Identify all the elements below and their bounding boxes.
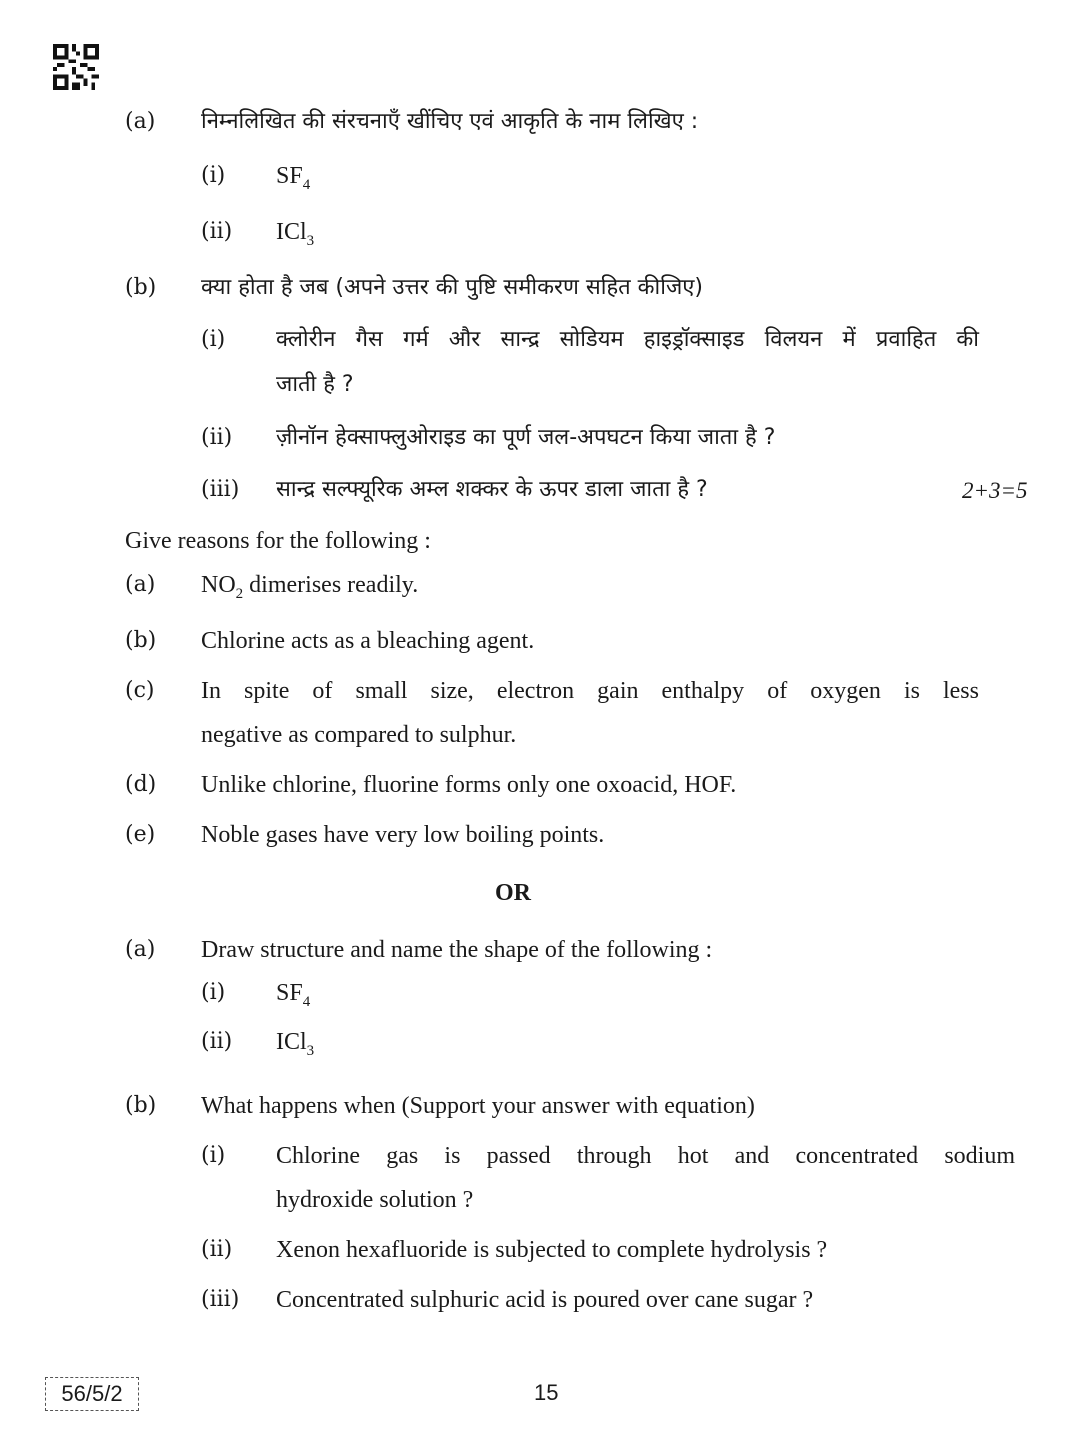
hindi-b-iii-text: सान्द्र सल्फ्यूरिक अम्ल शक्कर के ऊपर डाला जाता है ? xyxy=(276,477,708,502)
reasons-d-label: (d) xyxy=(125,772,157,797)
qr-code xyxy=(52,44,100,90)
hindi-b-ii-text: ज़ीनॉन हेक्साफ्लुओराइड का पूर्ण जल-अपघटन किया जाता है ? xyxy=(276,425,776,450)
reasons-c-line1: In spite of small size, electron gain enthalpy of oxygen is less xyxy=(201,678,979,704)
paper-code: 56/5/2 xyxy=(45,1377,139,1411)
hindi-b-text: क्या होता है जब (अपने उत्तर की पुष्टि समीकरण सहित कीजिए) xyxy=(201,275,704,300)
english-b-ii-text: Xenon hexafluoride is subjected to complete hydrolysis ? xyxy=(276,1237,828,1263)
english-b-iii-text: Concentrated sulphuric acid is poured over cane sugar ? xyxy=(276,1287,814,1313)
marks-allocation: 2+3=5 xyxy=(962,478,1028,503)
english-b-text: What happens when (Support your answer with equation) xyxy=(201,1093,755,1119)
english-b-i-line1: Chlorine gas is passed through hot and concentrated sodium xyxy=(276,1143,1015,1169)
page-number: 15 xyxy=(534,1380,559,1405)
hindi-a-text: निम्नलिखित की संरचनाएँ खींचिए एवं आकृति के नाम लिखिए : xyxy=(201,109,699,134)
hindi-a-ii-label: (ii) xyxy=(201,219,233,244)
hindi-a-ii-formula: ICl$_3$ xyxy=(276,219,315,249)
hindi-a-i-formula: $SF_4$ xyxy=(276,163,311,193)
english-b-ii-label: (ii) xyxy=(201,1237,233,1262)
english-a-label: (a) xyxy=(125,937,156,962)
reasons-b-text: Chlorine acts as a bleaching agent. xyxy=(201,628,535,654)
english-b-label: (b) xyxy=(125,1093,157,1118)
reasons-heading: Give reasons for the following : xyxy=(125,528,431,554)
english-b-i-line2: hydroxide solution ? xyxy=(276,1187,474,1213)
hindi-b-iii-label: (iii) xyxy=(201,477,240,502)
reasons-e-text: Noble gases have very low boiling points. xyxy=(201,822,605,848)
english-a-i-label: (i) xyxy=(201,980,226,1005)
reasons-d-text: Unlike chlorine, fluorine forms only one oxoacid, HOF. xyxy=(201,772,737,798)
english-b-i-label: (i) xyxy=(201,1143,226,1168)
english-a-ii-label: (ii) xyxy=(201,1029,233,1054)
reasons-e-label: (e) xyxy=(125,822,156,847)
hindi-b-i-line1: क्लोरीन गैस गर्म और सान्द्र सोडियम हाइड्रॉक्साइड विलयन में प्रवाहित की xyxy=(276,327,979,352)
or-divider: OR xyxy=(495,880,531,906)
english-a-i-formula: $SF_4$ xyxy=(276,980,311,1010)
hindi-b-i-line2: जाती है ? xyxy=(276,372,354,397)
reasons-a-text: $NO_2$ dimerises readily. xyxy=(201,572,419,602)
hindi-b-i-label: (i) xyxy=(201,327,226,352)
reasons-c-line2: negative as compared to sulphur. xyxy=(201,722,517,748)
english-a-text: Draw structure and name the shape of the following : xyxy=(201,937,713,963)
hindi-a-label: (a) xyxy=(125,109,156,134)
hindi-a-i-label: (i) xyxy=(201,163,226,188)
hindi-b-label: (b) xyxy=(125,275,157,300)
hindi-b-ii-label: (ii) xyxy=(201,425,233,450)
reasons-c-label: (c) xyxy=(125,678,155,703)
reasons-b-label: (b) xyxy=(125,628,157,653)
english-a-ii-formula: ICl$_3$ xyxy=(276,1029,315,1059)
reasons-a-label: (a) xyxy=(125,572,156,597)
english-b-iii-label: (iii) xyxy=(201,1287,240,1312)
